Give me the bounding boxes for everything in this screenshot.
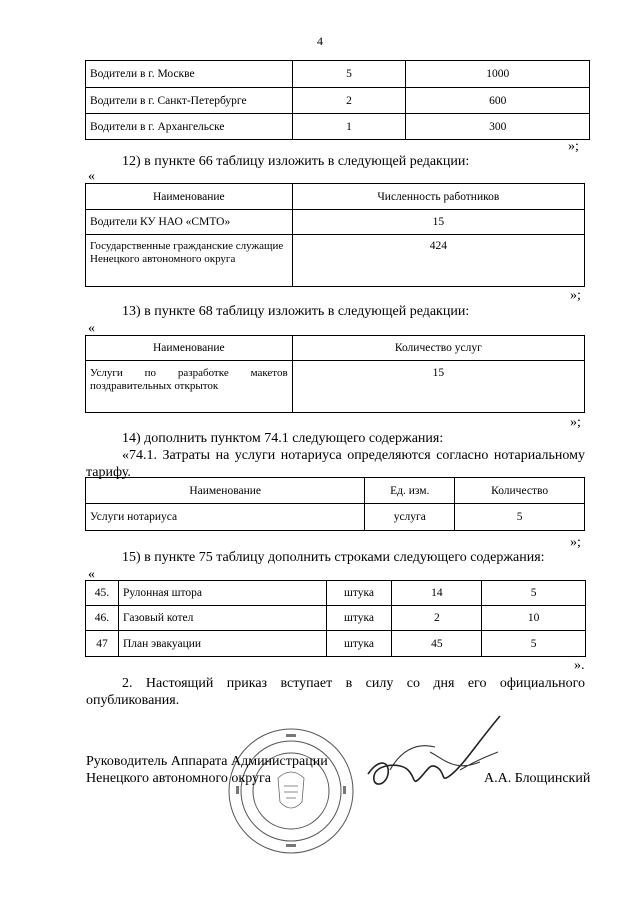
col-header: Наименование xyxy=(86,184,293,210)
table-row xyxy=(86,235,585,287)
item-unit: штука xyxy=(326,581,392,606)
item-qty: 45 xyxy=(392,631,482,657)
close-quote: »; xyxy=(570,535,581,550)
notary-qty: 5 xyxy=(455,504,585,531)
item-14-quote-line2: тарифу. xyxy=(86,465,131,480)
handwritten-signature xyxy=(360,712,505,802)
table-row xyxy=(86,114,590,140)
drivers-table xyxy=(85,60,590,140)
col-header: Количество услуг xyxy=(292,336,584,361)
employee-category: Водители КУ НАО «СМТО» xyxy=(86,210,293,235)
col-header: Количество xyxy=(455,478,585,504)
close-quote: »; xyxy=(568,139,579,154)
inventory-table xyxy=(85,580,586,657)
close-quote: ». xyxy=(574,658,585,673)
driver-price: 1000 xyxy=(406,61,590,88)
employees-table xyxy=(85,183,585,287)
close-quote: »; xyxy=(570,415,581,430)
table-header-row xyxy=(86,478,585,504)
item-name: Газовый котел xyxy=(118,606,326,631)
item-qty: 14 xyxy=(392,581,482,606)
service-name: Услуги по разработке макетов поздравительных открыток xyxy=(86,361,293,413)
driver-qty: 5 xyxy=(292,61,406,88)
service-count: 15 xyxy=(292,361,584,413)
driver-name: Водители в г. Москве xyxy=(86,61,293,88)
official-seal-stamp xyxy=(226,726,356,856)
table-header-row xyxy=(86,184,585,210)
driver-qty: 2 xyxy=(292,88,406,114)
item-years: 5 xyxy=(482,581,586,606)
table-row xyxy=(86,631,586,657)
signatory-name: А.А. Блощинский xyxy=(484,771,591,786)
item-12-text: 12) в пункте 66 таблицу изложить в следующей редакции: xyxy=(122,154,470,169)
employee-category: Государственные гражданские служащие Ненецкого автономного округа xyxy=(86,235,293,287)
notary-unit: услуга xyxy=(365,504,455,531)
signatory-title-line1: Руководитель Аппарата Администрации xyxy=(86,754,328,769)
row-number: 46. xyxy=(86,606,119,631)
signatory-title-line2: Ненецкого автономного округа xyxy=(86,771,271,786)
page-number: 4 xyxy=(317,34,323,48)
notary-table xyxy=(85,477,585,531)
driver-price: 600 xyxy=(406,88,590,114)
item-14-text: 14) дополнить пунктом 74.1 следующего содержания: xyxy=(122,431,444,446)
driver-price: 300 xyxy=(406,114,590,140)
table-row xyxy=(86,61,590,88)
item-name: Рулонная штора xyxy=(118,581,326,606)
notary-service: Услуги нотариуса xyxy=(86,504,365,531)
table-row xyxy=(86,361,585,413)
item-qty: 2 xyxy=(392,606,482,631)
row-number: 47 xyxy=(86,631,119,657)
employee-count: 424 xyxy=(292,235,584,287)
item-name: План эвакуации xyxy=(118,631,326,657)
open-quote: « xyxy=(88,169,95,184)
close-quote: »; xyxy=(570,288,581,303)
row-number: 45. xyxy=(86,581,119,606)
item-13-text: 13) в пункте 68 таблицу изложить в следующей редакции: xyxy=(122,304,470,319)
table-row xyxy=(86,606,586,631)
col-header: Наименование xyxy=(86,336,293,361)
open-quote: « xyxy=(88,567,95,582)
clause-2-line1: 2. Настоящий приказ вступает в силу со дня его официального xyxy=(122,676,585,691)
item-unit: штука xyxy=(326,631,392,657)
item-14-quote-line1: «74.1. Затраты на услуги нотариуса определяются согласно нотариальному xyxy=(122,448,585,463)
item-years: 10 xyxy=(482,606,586,631)
table-row xyxy=(86,504,585,531)
item-unit: штука xyxy=(326,606,392,631)
col-header: Наименование xyxy=(86,478,365,504)
table-row xyxy=(86,581,586,606)
driver-qty: 1 xyxy=(292,114,406,140)
table-row xyxy=(86,88,590,114)
clause-2-line2: опубликования. xyxy=(86,693,180,708)
table-row xyxy=(86,210,585,235)
col-header: Численность работников xyxy=(292,184,584,210)
services-table xyxy=(85,335,585,413)
col-header: Ед. изм. xyxy=(365,478,455,504)
table-header-row xyxy=(86,336,585,361)
employee-count: 15 xyxy=(292,210,584,235)
open-quote: « xyxy=(88,321,95,336)
driver-name: Водители в г. Санкт-Петербурге xyxy=(86,88,293,114)
driver-name: Водители в г. Архангельске xyxy=(86,114,293,140)
item-15-text: 15) в пункте 75 таблицу дополнить строками следующего содержания: xyxy=(122,550,545,565)
item-years: 5 xyxy=(482,631,586,657)
